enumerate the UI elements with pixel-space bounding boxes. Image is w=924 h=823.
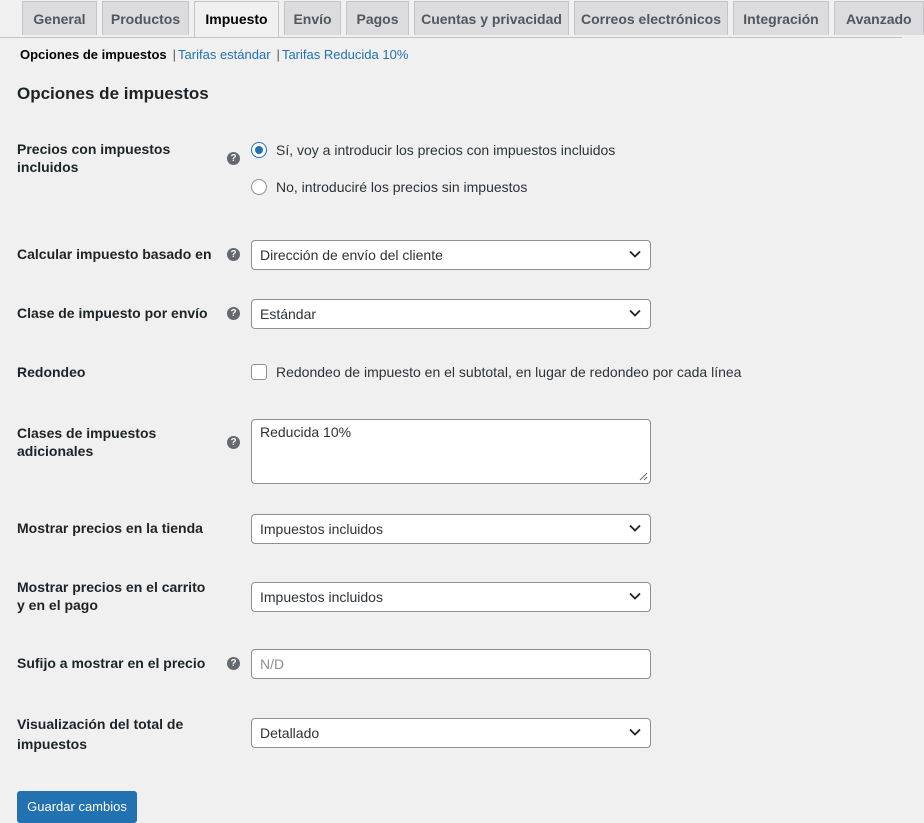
select-value: Dirección de envío del cliente — [260, 247, 443, 263]
subnav-separator: | — [276, 47, 280, 62]
price-suffix-input[interactable] — [251, 649, 651, 679]
tab-envio[interactable]: Envío — [284, 1, 341, 35]
chevron-down-icon — [629, 728, 641, 736]
display-shop-label: Mostrar precios en la tienda — [17, 520, 203, 536]
display-cart-select[interactable] — [251, 582, 651, 612]
subnav-link-tarifas-estandar[interactable]: Tarifas estándar — [178, 47, 271, 62]
select-value: Estándar — [260, 306, 317, 322]
select-value: Impuestos incluidos — [260, 589, 383, 605]
chevron-down-icon — [629, 309, 641, 317]
tab-avanzado[interactable]: Avanzado — [834, 1, 924, 35]
prices-include-tax-label: Precios con impuestos incluidos — [17, 141, 171, 175]
radio-option-no[interactable] — [251, 179, 527, 195]
radio-button[interactable] — [251, 179, 267, 195]
help-icon[interactable]: ? — [227, 248, 240, 261]
chevron-down-icon — [629, 592, 641, 600]
select-value: Impuestos incluidos — [260, 521, 383, 537]
subnav-separator: | — [172, 47, 177, 62]
rounding-checkbox[interactable] — [251, 364, 267, 380]
radio-label: Sí, voy a introducir los precios con impuestos incluidos — [276, 142, 616, 158]
resize-handle-icon[interactable] — [639, 472, 648, 481]
select-value: Detallado — [260, 725, 320, 741]
tax-based-on-select[interactable] — [251, 240, 651, 270]
subsection-nav — [20, 47, 408, 62]
page-title: Opciones de impuestos — [17, 84, 209, 103]
display-shop-select[interactable] — [251, 514, 651, 544]
tab-productos[interactable]: Productos — [102, 1, 189, 35]
help-icon[interactable]: ? — [227, 307, 240, 320]
help-icon[interactable]: ? — [227, 436, 240, 449]
rounding-label: Redondeo — [17, 364, 86, 380]
price-suffix-label: Sufijo a mostrar en el precio — [17, 655, 206, 671]
additional-tax-classes-label: Clases de impuestos adicionales — [17, 425, 157, 459]
tab-bar — [0, 0, 912, 38]
shipping-tax-class-select[interactable] — [251, 299, 651, 329]
tab-impuesto[interactable]: Impuesto — [194, 1, 279, 37]
tab-integracion[interactable]: Integración — [733, 1, 829, 35]
shipping-tax-class-label: Clase de impuesto por envío — [17, 305, 208, 321]
radio-label: No, introduciré los precios sin impuestos — [276, 179, 528, 195]
help-icon[interactable]: ? — [227, 152, 240, 165]
rounding-checkbox-row[interactable] — [251, 364, 741, 380]
help-icon[interactable]: ? — [227, 657, 240, 670]
tab-correos[interactable]: Correos electrónicos — [574, 1, 728, 35]
save-button[interactable]: Guardar cambios — [17, 791, 137, 823]
additional-tax-classes-textarea[interactable] — [251, 419, 651, 484]
tab-cuentas-privacidad[interactable]: Cuentas y privacidad — [414, 1, 569, 35]
display-cart-label: Mostrar precios en el carrito y en el pago — [17, 579, 206, 613]
input-placeholder: N/D — [260, 656, 285, 672]
tax-total-display-select[interactable] — [251, 718, 651, 748]
chevron-down-icon — [629, 250, 641, 258]
tab-pagos[interactable]: Pagos — [346, 1, 409, 35]
chevron-down-icon — [629, 524, 641, 532]
textarea-value: Reducida 10% — [260, 424, 352, 440]
subnav-link-tarifas-reducida[interactable]: Tarifas Reducida 10% — [281, 47, 409, 62]
radio-button[interactable] — [251, 142, 267, 158]
checkbox-label: Redondeo de impuesto en el subtotal, en lugar de redondeo por cada línea — [276, 364, 742, 380]
subnav-current: Opciones de impuestos — [20, 47, 167, 62]
tax-total-display-label: Visualización del total de impuestos — [17, 716, 184, 752]
tax-based-on-label: Calcular impuesto basado en — [17, 246, 212, 262]
tab-general[interactable]: General — [22, 1, 97, 35]
radio-option-yes[interactable] — [251, 142, 615, 158]
